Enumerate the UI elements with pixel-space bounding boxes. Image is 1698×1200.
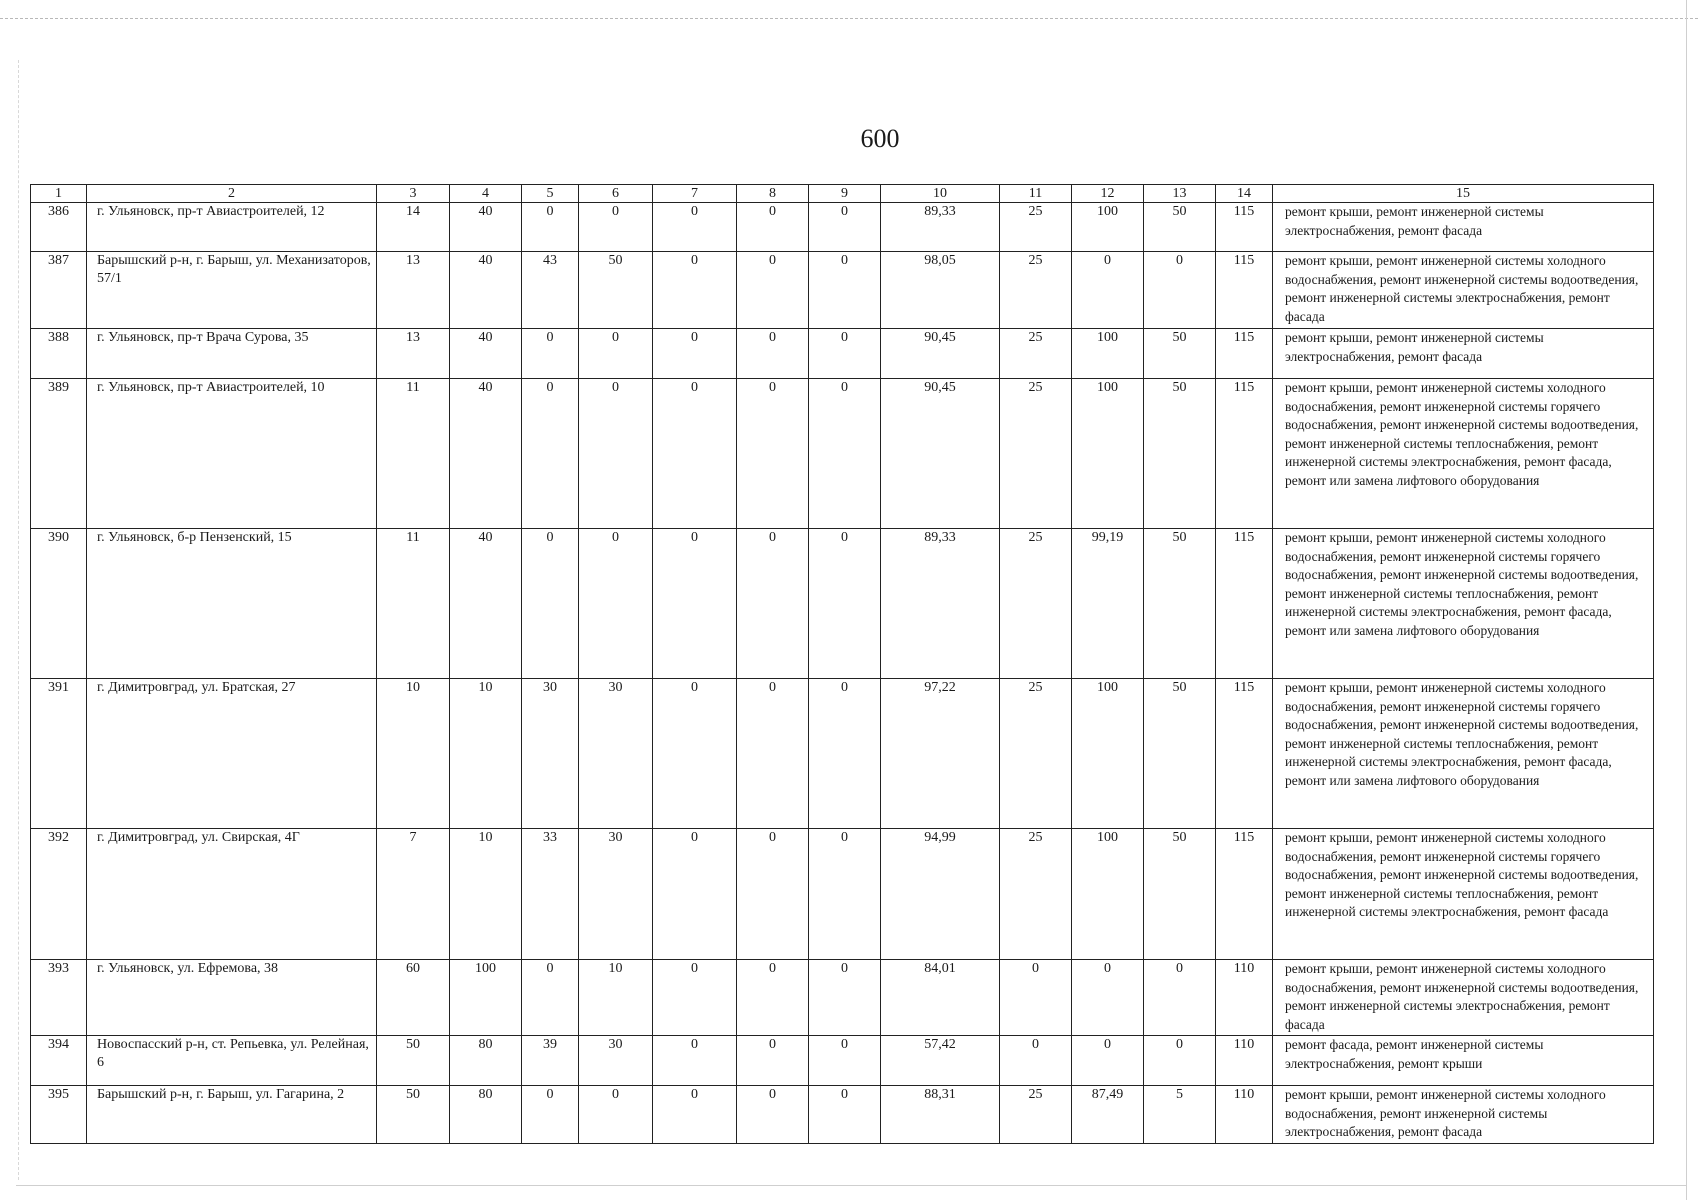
value-cell: 33	[522, 829, 579, 960]
table-row	[31, 203, 1654, 252]
column-header: 13	[1144, 185, 1216, 203]
value-cell: 0	[737, 1086, 809, 1144]
repair-works-cell: ремонт крыши, ремонт инженерной системы электроснабжения, ремонт фасада	[1273, 203, 1654, 252]
row-number: 387	[31, 252, 87, 329]
value-cell: 0	[522, 203, 579, 252]
value-cell: 100	[1072, 203, 1144, 252]
value-cell: 25	[1000, 829, 1072, 960]
scan-edge-right	[1686, 0, 1687, 1200]
value-cell: 0	[653, 329, 737, 379]
value-cell: 0	[1072, 252, 1144, 329]
address-cell: Новоспасский р-н, ст. Репьевка, ул. Релейная, 6	[87, 1036, 377, 1086]
value-cell: 50	[1144, 679, 1216, 829]
scan-edge-left	[18, 60, 19, 1180]
value-cell: 25	[1000, 1086, 1072, 1144]
value-cell: 25	[1000, 203, 1072, 252]
value-cell: 50	[1144, 829, 1216, 960]
value-cell: 115	[1216, 829, 1273, 960]
value-cell: 100	[1072, 379, 1144, 529]
value-cell: 0	[579, 529, 653, 679]
value-cell: 88,31	[881, 1086, 1000, 1144]
value-cell: 0	[1000, 960, 1072, 1036]
value-cell: 50	[1144, 379, 1216, 529]
housing-repair-table	[30, 184, 1654, 1144]
value-cell: 10	[377, 679, 450, 829]
value-cell: 0	[653, 203, 737, 252]
row-number: 390	[31, 529, 87, 679]
value-cell: 0	[579, 379, 653, 529]
row-number: 386	[31, 203, 87, 252]
value-cell: 30	[579, 1036, 653, 1086]
address-cell: г. Димитровград, ул. Братская, 27	[87, 679, 377, 829]
value-cell: 11	[377, 529, 450, 679]
value-cell: 0	[1144, 252, 1216, 329]
value-cell: 50	[1144, 529, 1216, 679]
value-cell: 94,99	[881, 829, 1000, 960]
value-cell: 87,49	[1072, 1086, 1144, 1144]
value-cell: 100	[1072, 679, 1144, 829]
value-cell: 0	[653, 679, 737, 829]
value-cell: 40	[450, 329, 522, 379]
address-cell: г. Димитровград, ул. Свирская, 4Г	[87, 829, 377, 960]
page-number: 600	[860, 124, 900, 153]
value-cell: 0	[737, 829, 809, 960]
value-cell: 0	[653, 1086, 737, 1144]
value-cell: 0	[653, 829, 737, 960]
value-cell: 0	[737, 679, 809, 829]
value-cell: 0	[809, 379, 881, 529]
column-header: 12	[1072, 185, 1144, 203]
column-header: 4	[450, 185, 522, 203]
value-cell: 0	[737, 203, 809, 252]
column-header: 7	[653, 185, 737, 203]
repair-works-cell: ремонт крыши, ремонт инженерной системы электроснабжения, ремонт фасада	[1273, 329, 1654, 379]
row-number: 392	[31, 829, 87, 960]
table-row	[31, 529, 1654, 679]
table-row	[31, 379, 1654, 529]
value-cell: 0	[809, 960, 881, 1036]
column-header: 6	[579, 185, 653, 203]
value-cell: 0	[737, 379, 809, 529]
repair-works-cell: ремонт крыши, ремонт инженерной системы холодного водоснабжения, ремонт инженерной системы горячего водоснабжения, ремонт инженерной системы водоотведения, ремонт инженерной системы теплоснабжения, ремонт инженерной системы электроснабжения, ремонт фасада, ремонт или замена лифтового оборудования	[1273, 529, 1654, 679]
table-row	[31, 829, 1654, 960]
address-cell: г. Ульяновск, пр-т Врача Сурова, 35	[87, 329, 377, 379]
value-cell: 0	[809, 1086, 881, 1144]
column-header: 3	[377, 185, 450, 203]
column-header: 2	[87, 185, 377, 203]
value-cell: 100	[450, 960, 522, 1036]
value-cell: 50	[1144, 329, 1216, 379]
row-number: 394	[31, 1036, 87, 1086]
value-cell: 84,01	[881, 960, 1000, 1036]
value-cell: 99,19	[1072, 529, 1144, 679]
value-cell: 0	[1144, 1036, 1216, 1086]
row-number: 393	[31, 960, 87, 1036]
scan-edge-bottom	[16, 1185, 1686, 1186]
value-cell: 0	[1144, 960, 1216, 1036]
value-cell: 0	[737, 329, 809, 379]
address-cell: г. Ульяновск, б-р Пензенский, 15	[87, 529, 377, 679]
value-cell: 115	[1216, 329, 1273, 379]
address-cell: г. Ульяновск, ул. Ефремова, 38	[87, 960, 377, 1036]
column-number-header-row	[31, 185, 1654, 203]
value-cell: 0	[809, 203, 881, 252]
value-cell: 115	[1216, 679, 1273, 829]
scan-edge-top	[0, 18, 1698, 19]
value-cell: 0	[809, 829, 881, 960]
repair-works-cell: ремонт крыши, ремонт инженерной системы холодного водоснабжения, ремонт инженерной системы горячего водоснабжения, ремонт инженерной системы водоотведения, ремонт инженерной системы теплоснабжения, ремонт инженерной системы электроснабжения, ремонт фасада, ремонт или замена лифтового оборудования	[1273, 379, 1654, 529]
value-cell: 7	[377, 829, 450, 960]
column-header: 5	[522, 185, 579, 203]
value-cell: 10	[450, 829, 522, 960]
value-cell: 0	[653, 252, 737, 329]
repair-works-cell: ремонт фасада, ремонт инженерной системы электроснабжения, ремонт крыши	[1273, 1036, 1654, 1086]
address-cell: Барышский р-н, г. Барыш, ул. Механизаторов, 57/1	[87, 252, 377, 329]
value-cell: 115	[1216, 203, 1273, 252]
table-row	[31, 252, 1654, 329]
address-cell: г. Ульяновск, пр-т Авиастроителей, 10	[87, 379, 377, 529]
value-cell: 115	[1216, 379, 1273, 529]
value-cell: 0	[737, 960, 809, 1036]
value-cell: 25	[1000, 329, 1072, 379]
value-cell: 110	[1216, 1036, 1273, 1086]
value-cell: 0	[737, 252, 809, 329]
value-cell: 0	[653, 960, 737, 1036]
value-cell: 0	[809, 1036, 881, 1086]
value-cell: 0	[522, 379, 579, 529]
value-cell: 39	[522, 1036, 579, 1086]
column-header: 10	[881, 185, 1000, 203]
value-cell: 0	[809, 252, 881, 329]
repair-works-cell: ремонт крыши, ремонт инженерной системы холодного водоснабжения, ремонт инженерной системы горячего водоснабжения, ремонт инженерной системы водоотведения, ремонт инженерной системы теплоснабжения, ремонт инженерной системы электроснабжения, ремонт фасада, ремонт или замена лифтового оборудования	[1273, 679, 1654, 829]
value-cell: 40	[450, 529, 522, 679]
repair-works-cell: ремонт крыши, ремонт инженерной системы холодного водоснабжения, ремонт инженерной системы горячего водоснабжения, ремонт инженерной системы водоотведения, ремонт инженерной системы теплоснабжения, ремонт инженерной системы электроснабжения, ремонт фасада	[1273, 829, 1654, 960]
repair-works-cell: ремонт крыши, ремонт инженерной системы холодного водоснабжения, ремонт инженерной системы водоотведения, ремонт инженерной системы электроснабжения, ремонт фасада	[1273, 960, 1654, 1036]
value-cell: 50	[579, 252, 653, 329]
value-cell: 0	[653, 379, 737, 529]
value-cell: 14	[377, 203, 450, 252]
value-cell: 0	[737, 1036, 809, 1086]
value-cell: 98,05	[881, 252, 1000, 329]
value-cell: 0	[809, 529, 881, 679]
value-cell: 80	[450, 1036, 522, 1086]
value-cell: 0	[522, 329, 579, 379]
column-header: 9	[809, 185, 881, 203]
value-cell: 89,33	[881, 203, 1000, 252]
value-cell: 60	[377, 960, 450, 1036]
value-cell: 0	[737, 529, 809, 679]
value-cell: 40	[450, 203, 522, 252]
value-cell: 89,33	[881, 529, 1000, 679]
address-cell: Барышский р-н, г. Барыш, ул. Гагарина, 2	[87, 1086, 377, 1144]
value-cell: 43	[522, 252, 579, 329]
value-cell: 0	[522, 529, 579, 679]
repair-works-cell: ремонт крыши, ремонт инженерной системы холодного водоснабжения, ремонт инженерной системы электроснабжения, ремонт фасада	[1273, 1086, 1654, 1144]
value-cell: 90,45	[881, 329, 1000, 379]
value-cell: 40	[450, 252, 522, 329]
repair-works-cell: ремонт крыши, ремонт инженерной системы холодного водоснабжения, ремонт инженерной системы водоотведения, ремонт инженерной системы электроснабжения, ремонт фасада	[1273, 252, 1654, 329]
value-cell: 13	[377, 329, 450, 379]
row-number: 395	[31, 1086, 87, 1144]
value-cell: 5	[1144, 1086, 1216, 1144]
value-cell: 25	[1000, 379, 1072, 529]
value-cell: 0	[809, 329, 881, 379]
column-header: 1	[31, 185, 87, 203]
value-cell: 0	[809, 679, 881, 829]
value-cell: 0	[653, 1036, 737, 1086]
table-row	[31, 1086, 1654, 1144]
value-cell: 0	[522, 960, 579, 1036]
value-cell: 50	[1144, 203, 1216, 252]
column-header: 8	[737, 185, 809, 203]
row-number: 391	[31, 679, 87, 829]
value-cell: 0	[579, 1086, 653, 1144]
value-cell: 25	[1000, 252, 1072, 329]
value-cell: 0	[1072, 1036, 1144, 1086]
value-cell: 30	[522, 679, 579, 829]
value-cell: 40	[450, 379, 522, 529]
value-cell: 90,45	[881, 379, 1000, 529]
value-cell: 10	[450, 679, 522, 829]
value-cell: 97,22	[881, 679, 1000, 829]
value-cell: 100	[1072, 829, 1144, 960]
value-cell: 25	[1000, 529, 1072, 679]
value-cell: 110	[1216, 1086, 1273, 1144]
value-cell: 0	[579, 329, 653, 379]
value-cell: 30	[579, 829, 653, 960]
value-cell: 110	[1216, 960, 1273, 1036]
column-header: 11	[1000, 185, 1072, 203]
value-cell: 100	[1072, 329, 1144, 379]
value-cell: 0	[1072, 960, 1144, 1036]
row-number: 388	[31, 329, 87, 379]
row-number: 389	[31, 379, 87, 529]
value-cell: 50	[377, 1086, 450, 1144]
value-cell: 0	[653, 529, 737, 679]
value-cell: 11	[377, 379, 450, 529]
column-header: 15	[1273, 185, 1654, 203]
column-header: 14	[1216, 185, 1273, 203]
value-cell: 115	[1216, 252, 1273, 329]
table-row	[31, 329, 1654, 379]
value-cell: 57,42	[881, 1036, 1000, 1086]
value-cell: 80	[450, 1086, 522, 1144]
value-cell: 25	[1000, 679, 1072, 829]
value-cell: 115	[1216, 529, 1273, 679]
address-cell: г. Ульяновск, пр-т Авиастроителей, 12	[87, 203, 377, 252]
value-cell: 30	[579, 679, 653, 829]
value-cell: 0	[522, 1086, 579, 1144]
table-row	[31, 960, 1654, 1036]
value-cell: 10	[579, 960, 653, 1036]
value-cell: 0	[1000, 1036, 1072, 1086]
value-cell: 50	[377, 1036, 450, 1086]
table-row	[31, 679, 1654, 829]
table-row	[31, 1036, 1654, 1086]
value-cell: 13	[377, 252, 450, 329]
value-cell: 0	[579, 203, 653, 252]
